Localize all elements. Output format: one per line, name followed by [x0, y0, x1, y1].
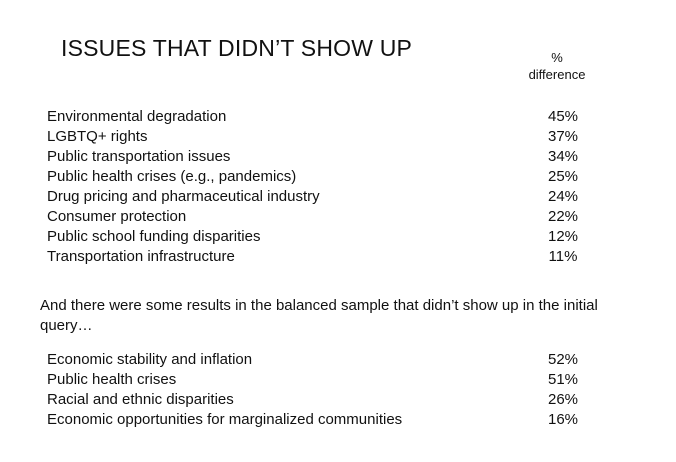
list-item	[47, 107, 607, 127]
result-percent: 51%	[547, 371, 579, 388]
result-percent: 52%	[547, 351, 579, 368]
percent-symbol-label: %	[551, 50, 563, 65]
issue-percent: 34%	[547, 148, 579, 165]
issue-label: Public school funding disparities	[47, 228, 261, 245]
result-label: Economic opportunities for marginalized communities	[47, 411, 403, 428]
list-item	[47, 187, 607, 207]
list-item	[47, 350, 607, 370]
issue-percent: 25%	[547, 168, 579, 185]
result-label: Economic stability and inflation	[47, 351, 253, 368]
issue-label: Transportation infrastructure	[47, 248, 235, 265]
issues-not-shown-list	[47, 107, 607, 267]
list-item	[47, 127, 607, 147]
issue-percent: 11%	[548, 248, 578, 265]
list-item	[47, 227, 607, 247]
list-item	[47, 247, 607, 267]
issue-label: Environmental degradation	[47, 108, 227, 125]
result-label: Public health crises	[47, 371, 177, 388]
list-item	[47, 370, 607, 390]
issue-percent: 37%	[547, 128, 579, 145]
balanced-sample-list	[47, 350, 607, 430]
issue-percent: 45%	[547, 108, 579, 125]
list-item	[47, 207, 607, 227]
balanced-sample-note: And there were some results in the balanced sample that didn’t show up in the initial query…	[40, 297, 598, 334]
list-item	[47, 390, 607, 410]
slide-title: ISSUES THAT DIDN’T SHOW UP	[61, 35, 413, 61]
issue-label: Consumer protection	[47, 208, 187, 225]
issue-label: Drug pricing and pharmaceutical industry	[47, 188, 320, 205]
list-item	[47, 410, 607, 430]
issue-label: LGBTQ+ rights	[47, 128, 148, 145]
issue-label: Public transportation issues	[47, 148, 231, 165]
list-item	[47, 167, 607, 187]
issue-percent: 24%	[547, 188, 579, 205]
issue-percent: 12%	[547, 228, 579, 245]
issue-label: Public health crises (e.g., pandemics)	[47, 168, 297, 185]
issue-percent: 22%	[547, 208, 579, 225]
result-label: Racial and ethnic disparities	[47, 391, 234, 408]
percent-difference-header	[514, 49, 600, 83]
result-percent: 16%	[547, 411, 579, 428]
list-item	[47, 147, 607, 167]
result-percent: 26%	[547, 391, 579, 408]
difference-label: difference	[528, 67, 586, 82]
